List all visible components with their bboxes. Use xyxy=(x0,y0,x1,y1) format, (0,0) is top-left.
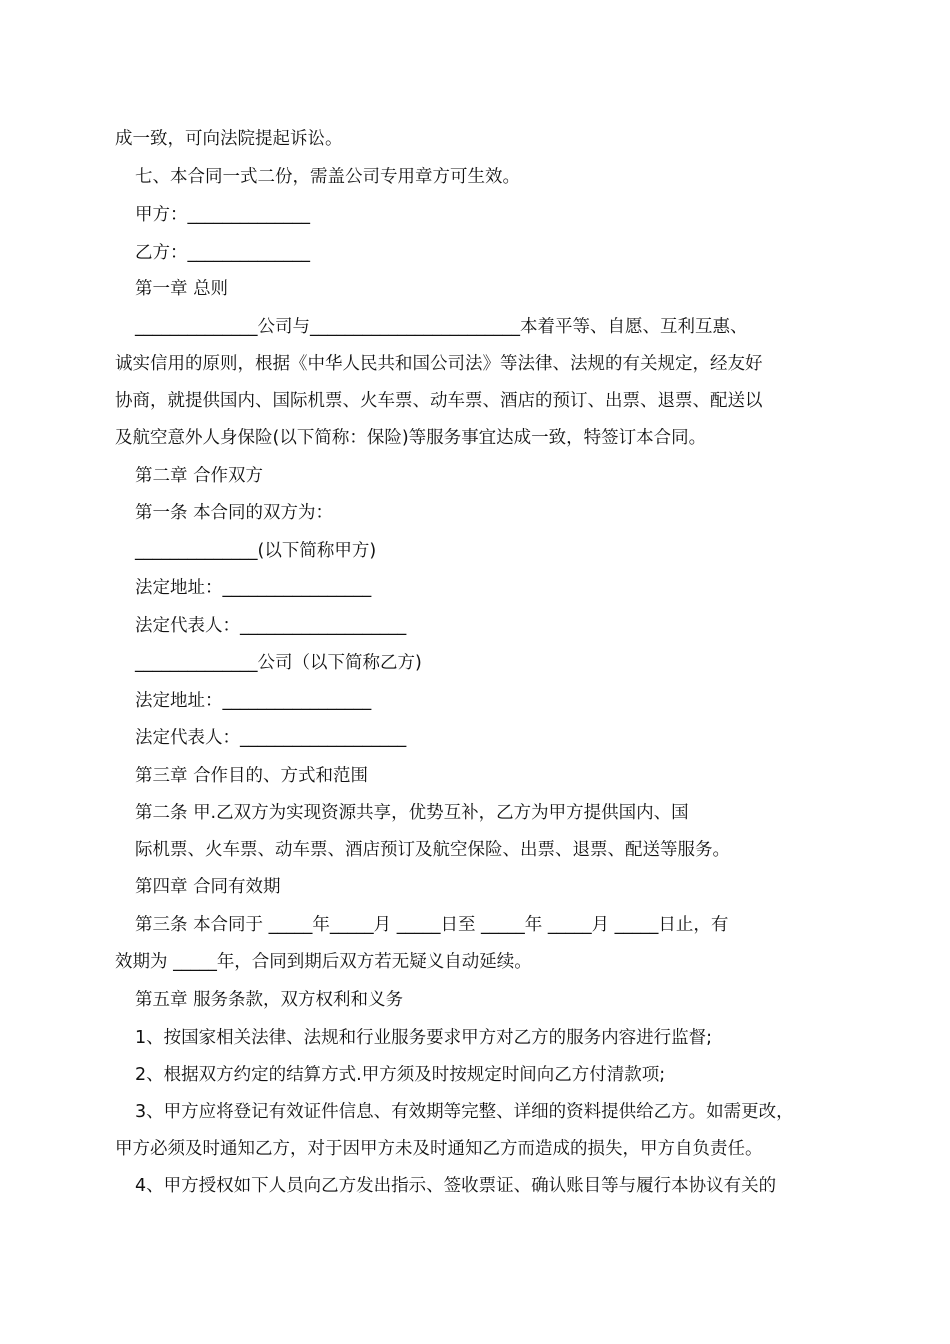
party-a-address-field: 法定地址：_________________ xyxy=(135,578,372,598)
list-item: 1、按国家相关法律、法规和行业服务要求甲方对乙方的服务内容进行监督; xyxy=(135,1028,713,1048)
text-line: 七、本合同一式二份，需盖公司专用章方可生效。 xyxy=(135,167,520,187)
chapter-heading: 第一章 总则 xyxy=(135,279,229,299)
party-a-signature-line: 甲方：______________ xyxy=(135,205,310,225)
party-b-signature-line: 乙方：______________ xyxy=(135,243,310,263)
list-item: 4、甲方授权如下人员向乙方发出指示、签收票证、确认账目等与履行本协议有关的 xyxy=(135,1176,777,1196)
text-line: 成一致，可向法院提起诉讼。 xyxy=(115,129,343,149)
text-line: ______________公司与________________________本着平等、自愿、互利互惠、 xyxy=(135,317,748,337)
text-line: 效期为 _____年，合同到期后双方若无疑义自动延续。 xyxy=(115,952,532,972)
text-line: 及航空意外人身保险(以下简称：保险)等服务事宜达成一致，特签订本合同。 xyxy=(115,428,707,448)
text-line: 协商，就提供国内、国际机票、火车票、动车票、酒店的预订、出票、退票、配送以 xyxy=(115,391,763,411)
chapter-heading: 第四章 合同有效期 xyxy=(135,877,281,897)
text-line: 第二条 甲.乙双方为实现资源共享，优势互补，乙方为甲方提供国内、国 xyxy=(135,803,689,823)
text-line: 际机票、火车票、动车票、酒店预订及航空保险、出票、退票、配送等服务。 xyxy=(135,840,730,860)
party-a-representative-field: 法定代表人：___________________ xyxy=(135,616,407,636)
text-line: 第三条 本合同于 _____年_____月 _____日至 _____年 _____月 _____日止，有 xyxy=(135,915,729,935)
article-heading: 第一条 本合同的双方为： xyxy=(135,503,334,523)
list-item: 3、甲方应将登记有效证件信息、有效期等完整、详细的资料提供给乙方。如需更改， xyxy=(135,1102,794,1122)
party-a-name-field: ______________(以下简称甲方) xyxy=(135,541,377,561)
party-b-address-field: 法定地址：_________________ xyxy=(135,691,372,711)
party-b-name-field: ______________公司（以下简称乙方) xyxy=(135,653,422,673)
chapter-heading: 第五章 服务条款，双方权利和义务 xyxy=(135,990,404,1010)
text-line: 诚实信用的原则，根据《中华人民共和国公司法》等法律、法规的有关规定，经友好 xyxy=(115,354,763,374)
text-line: 甲方必须及时通知乙方，对于因甲方未及时通知乙方而造成的损失，甲方自负责任。 xyxy=(115,1139,763,1159)
chapter-heading: 第二章 合作双方 xyxy=(135,466,264,486)
party-b-representative-field: 法定代表人：___________________ xyxy=(135,728,407,748)
list-item: 2、根据双方约定的结算方式.甲方须及时按规定时间向乙方付清款项; xyxy=(135,1065,666,1085)
chapter-heading: 第三章 合作目的、方式和范围 xyxy=(135,766,369,786)
